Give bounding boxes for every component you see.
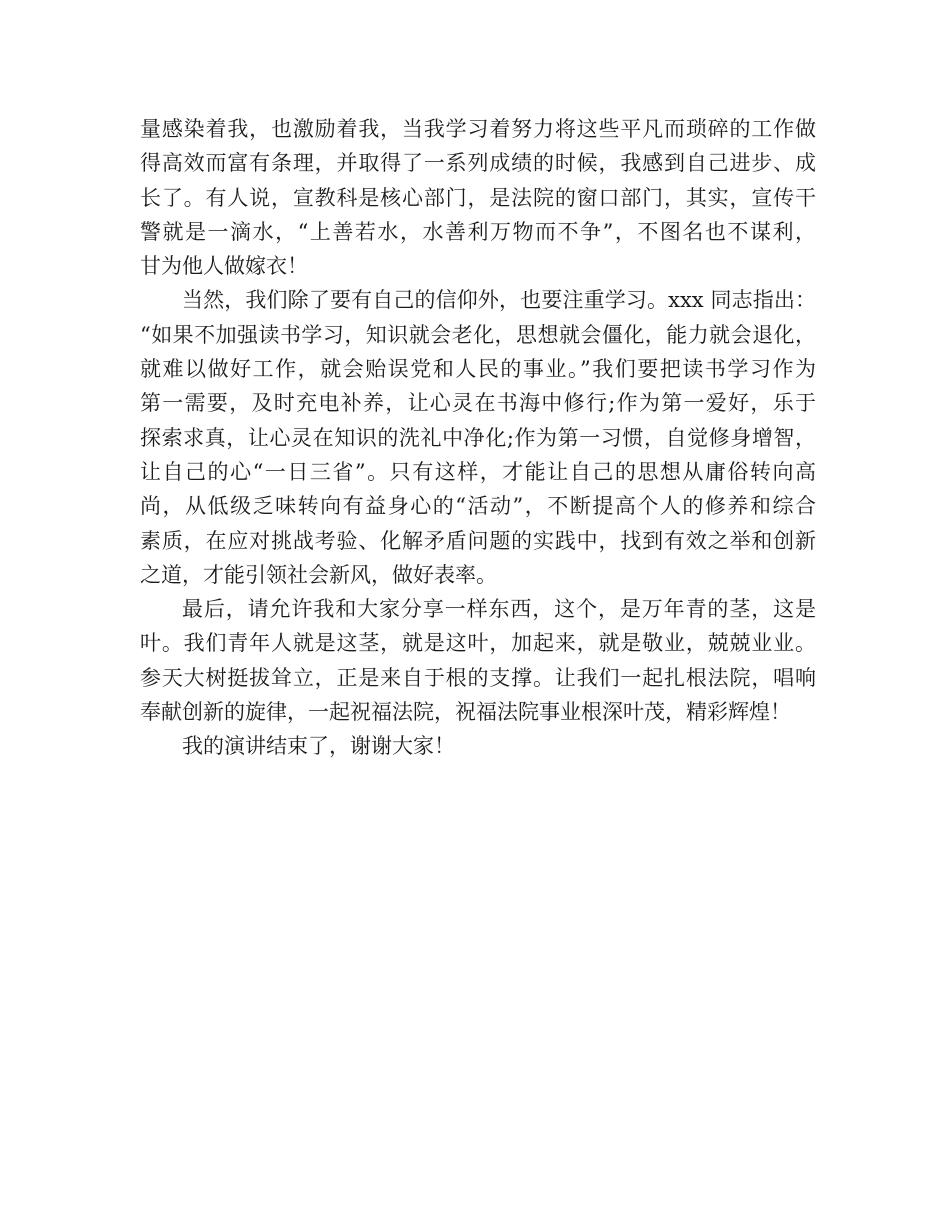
text-line: 探索求真，让心灵在知识的洗礼中净化;作为第一习惯，自觉修身增智， xyxy=(140,425,816,450)
text-line: 参天大树挺拔耸立，正是来自于根的支撑。让我们一起扎根法院，唱响 xyxy=(140,665,816,690)
document-body xyxy=(140,112,816,764)
text-line: 就难以做好工作，就会贻误党和人民的事业。”我们要把读书学习作为 xyxy=(140,357,816,382)
text-line: 第一需要，及时充电补养，让心灵在书海中修行;作为第一爱好，乐于 xyxy=(140,391,816,416)
text-line: 尚，从低级乏味转向有益身心的“活动”，不断提高个人的修养和综合 xyxy=(140,494,816,519)
text-line: 叶。我们青年人就是这茎，就是这叶，加起来，就是敬业，兢兢业业。 xyxy=(140,631,816,656)
paragraph-3 xyxy=(140,592,816,729)
paragraph-2 xyxy=(140,283,816,592)
paragraph-4 xyxy=(140,729,816,763)
text-line: 我的演讲结束了，谢谢大家！ xyxy=(182,734,455,759)
text-line: 得高效而富有条理，并取得了一系列成绩的时候，我感到自己进步、成 xyxy=(140,151,816,176)
text-line: 甘为他人做嫁衣！ xyxy=(140,254,308,279)
text-line: 奉献创新的旋律，一起祝福法院，祝福法院事业根深叶茂，精彩辉煌！ xyxy=(140,700,791,725)
text-line: 警就是一滴水，“上善若水，水善利万物而不争”，不图名也不谋利， xyxy=(140,219,816,244)
text-line: 最后，请允许我和大家分享一样东西，这个，是万年青的茎，这是 xyxy=(182,597,816,622)
text-line: 当然，我们除了要有自己的信仰外，也要注重学习。xxx 同志指出： xyxy=(182,288,816,313)
text-line: 长了。有人说，宣教科是核心部门，是法院的窗口部门，其实，宣传干 xyxy=(140,185,816,210)
text-line: 让自己的心“一日三省”。只有这样，才能让自己的思想从庸俗转向高 xyxy=(140,459,816,484)
paragraph-1 xyxy=(140,112,816,283)
text-line: 之道，才能引领社会新风，做好表率。 xyxy=(140,562,497,587)
text-line: 素质，在应对挑战考验、化解矛盾问题的实践中，找到有效之举和创新 xyxy=(140,528,816,553)
text-line: “如果不加强读书学习，知识就会老化，思想就会僵化，能力就会退化， xyxy=(140,322,816,347)
text-line: 量感染着我，也激励着我，当我学习着努力将这些平凡而琐碎的工作做 xyxy=(140,117,816,141)
